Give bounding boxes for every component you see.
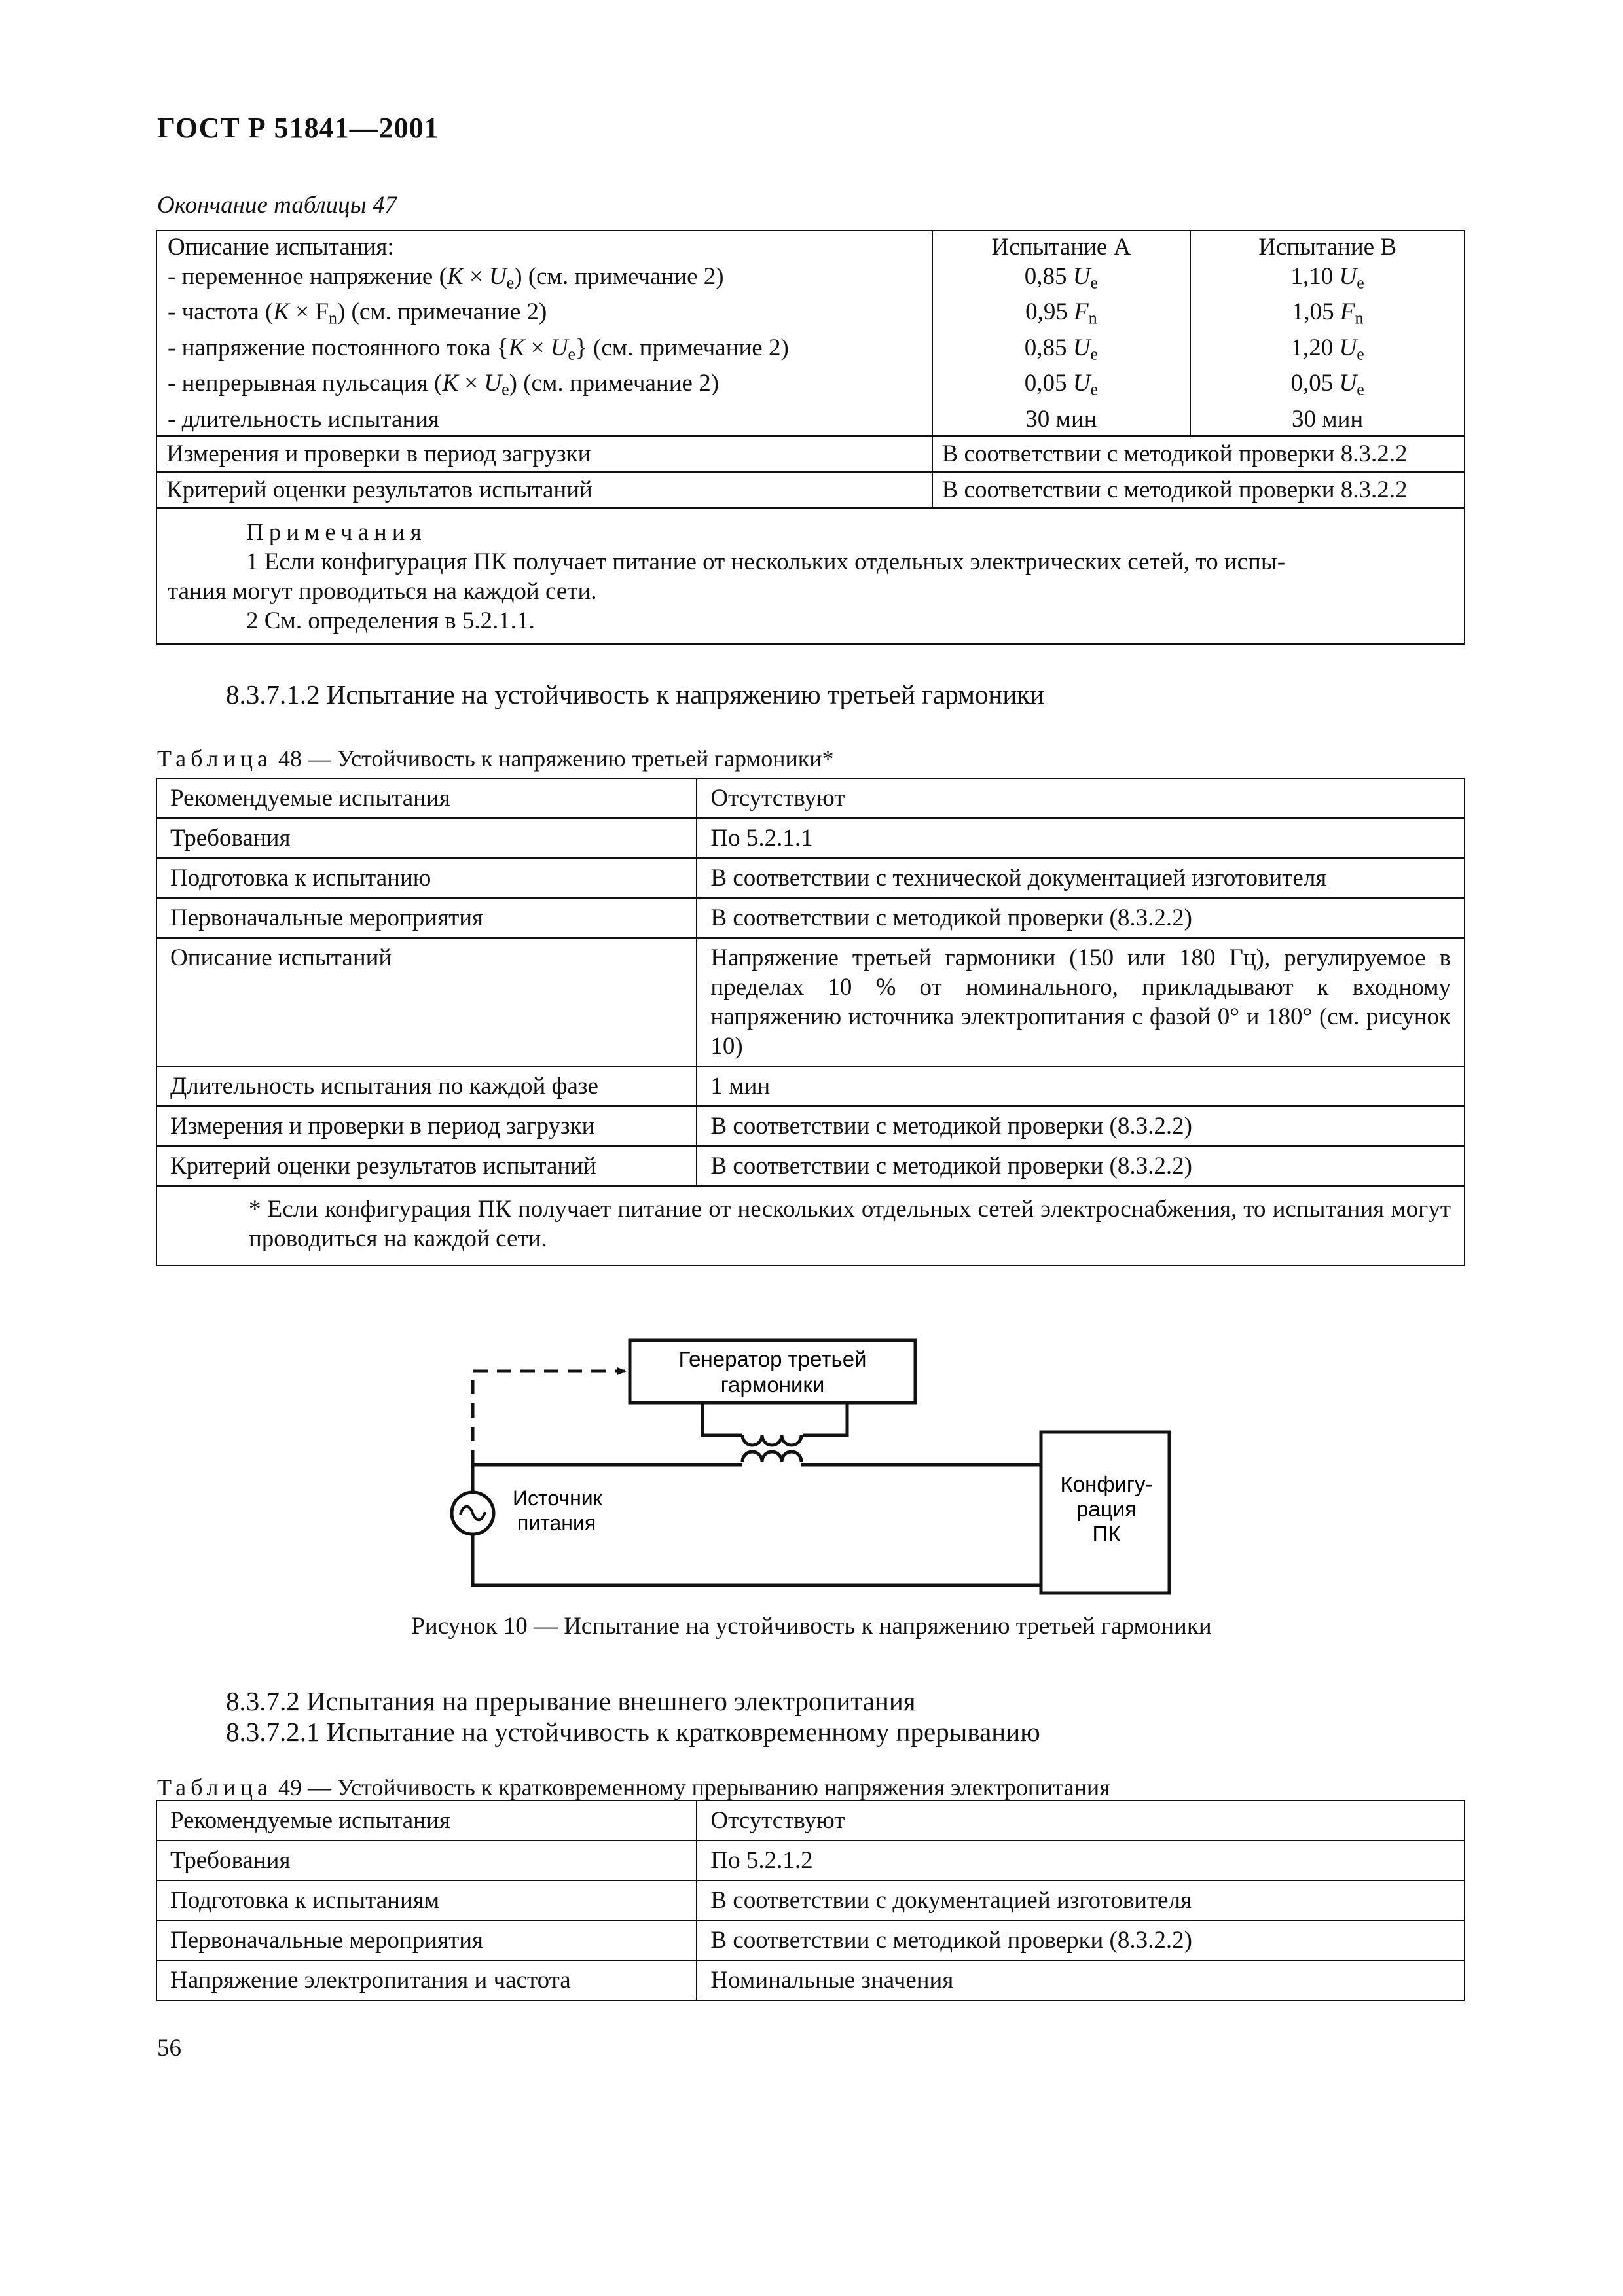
table-row <box>156 1960 1465 2000</box>
section-heading-8-3-7-1-2: 8.3.7.1.2 Испытание на устойчивость к напряжению третьей гармоники <box>226 679 1045 709</box>
source-label-line-2: питания <box>517 1511 596 1535</box>
supply-wire-bottom <box>473 1534 1041 1585</box>
config-label-line-2: рация <box>1076 1497 1137 1521</box>
test-a-value: 0,85 $U_e$ <box>1024 263 1099 293</box>
config-label-line-3: ПК <box>1092 1522 1121 1546</box>
desc-item: - напряжение постоянного тока $\{K \times U_e\}$ (см. примечание 2) <box>168 334 789 364</box>
generator-label-line-2: гармоники <box>720 1372 825 1397</box>
table-cell-label: Требования <box>156 818 697 858</box>
transformer-coil-top <box>742 1435 801 1445</box>
source-label-line-1: Источник <box>513 1486 602 1510</box>
table-row <box>156 1920 1465 1960</box>
table-cell-value: В соответствии с методикой проверки (8.3.2.2) <box>697 898 1465 938</box>
test-a-value: 0,85 $U_e$ <box>1024 334 1099 364</box>
table-cell-value: По 5.2.1.1 <box>697 818 1465 858</box>
test-b-value: 1,10 $U_e$ <box>1290 263 1364 293</box>
table-cell-value: В соответствии с технической документацией изготовителя <box>697 858 1465 898</box>
table-49 <box>156 1800 1465 2001</box>
notes-title: Примечания <box>246 518 427 546</box>
test-b-value: 1,05 $F_n$ <box>1291 298 1364 328</box>
table-cell-value: В соответствии с методикой проверки 8.3.2.2 <box>932 472 1465 508</box>
table-cell-label: Подготовка к испытанию <box>156 858 697 898</box>
section-heading-8-3-7-2: 8.3.7.2 Испытания на прерывание внешнего электропитания <box>226 1686 916 1716</box>
table-cell-value: В соответствии с методикой проверки (8.3.2.2) <box>697 1146 1465 1186</box>
table-cell-value: 1 мин <box>697 1066 1465 1106</box>
table-cell-value: По 5.2.1.2 <box>697 1840 1465 1880</box>
test-a-header: Испытание А <box>991 234 1131 260</box>
table-cell-value: Отсутствуют <box>697 778 1465 818</box>
table-continuation-label: Окончание таблицы 47 <box>157 192 397 219</box>
test-a-value: 30 мин <box>1025 405 1097 433</box>
table-cell-label: Подготовка к испытаниям <box>156 1880 697 1920</box>
desc-item: - непрерывная пульсация $(K \times U_e)$ (см. примечание 2) <box>168 370 720 399</box>
table-row <box>156 1880 1465 1920</box>
test-b-value: 1,20 $U_e$ <box>1290 334 1364 364</box>
table-cell-value: Номинальные значения <box>697 1960 1465 2000</box>
table-cell-label: Измерения и проверки в период загрузки <box>156 1106 697 1146</box>
table-cell-label: Первоначальные мероприятия <box>156 898 697 938</box>
desc-item: - переменное напряжение $(K \times U_e)$ (см. примечание 2) <box>168 263 724 293</box>
table-cell-value: В соответствии с методикой проверки (8.3.2.2) <box>697 1106 1465 1146</box>
section-heading-8-3-7-2-1: 8.3.7.2.1 Испытание на устойчивость к кратковременному прерыванию <box>226 1717 1040 1747</box>
table-49-caption: Таблица 49 — Устойчивость к кратковременному прерыванию напряжения электропитания <box>157 1774 1110 1801</box>
note-1-cont: тания могут проводиться на каждой сети. <box>168 577 597 605</box>
test-a-value: 0,95 $F_n$ <box>1025 298 1097 328</box>
desc-item: - длительность испытания <box>168 405 440 433</box>
table-cell-value: В соответствии с методикой проверки 8.3.2.2 <box>932 436 1465 472</box>
test-b-value: 0,05 $U_e$ <box>1290 370 1364 399</box>
table-cell-label: Измерения и проверки в период загрузки <box>156 436 932 472</box>
table-cell-value: Напряжение третьей гармоники (150 или 180 Гц), регулируемое в пределах 10 % от номинального, прикладывают к входному напряжению источника электропитания с фазой 0° и 180° (см. рисунок 10) <box>697 938 1465 1066</box>
page-number: 56 <box>157 2035 181 2062</box>
table-cell-value: Отсутствуют <box>697 1801 1465 1840</box>
table-row <box>156 1840 1465 1880</box>
desc-item: - частота $(K \times F_n)$ (см. примечание 2) <box>168 298 547 328</box>
generator-label-line-1: Генератор третьей <box>678 1347 867 1371</box>
table-cell-value: В соответствии с документацией изготовителя <box>697 1880 1465 1920</box>
table-cell-label: Напряжение электропитания и частота <box>156 1960 697 2000</box>
table-cell-label: Описание испытаний <box>156 938 697 1066</box>
table-footnote: * Если конфигурация ПК получает питание от нескольких отдельных сетей электроснабжения, то испытания могут проводиться на каждой сети. <box>156 1186 1465 1266</box>
table-cell-label: Рекомендуемые испытания <box>156 1801 697 1840</box>
table-cell-label: Длительность испытания по каждой фазе <box>156 1066 697 1106</box>
figure-10-caption: Рисунок 10 — Испытание на устойчивость к напряжению третьей гармоники <box>411 1613 1212 1640</box>
table-cell-value: В соответствии с методикой проверки (8.3.2.2) <box>697 1920 1465 1960</box>
table-48-caption: Таблица 48 — Устойчивость к напряжению третьей гармоники* <box>157 745 834 772</box>
config-label-line-1: Конфигу- <box>1060 1472 1153 1496</box>
table-cell-label: Требования <box>156 1840 697 1880</box>
test-b-value: 30 мин <box>1291 405 1364 433</box>
table-cell-label: Рекомендуемые испытания <box>156 778 697 818</box>
test-b-header: Испытание В <box>1258 234 1397 260</box>
table-cell-label: Первоначальные мероприятия <box>156 1920 697 1960</box>
table-row <box>156 1801 1465 1840</box>
note-2: 2 См. определения в 5.2.1.1. <box>246 607 535 634</box>
transformer-primary <box>702 1403 847 1435</box>
note-1: 1 Если конфигурация ПК получает питание от нескольких отдельных электрических сетей, то испы- <box>246 548 1286 575</box>
dashed-control-line <box>473 1371 625 1465</box>
test-a-value: 0,05 $U_e$ <box>1024 370 1099 399</box>
document-header: ГОСТ Р 51841—2001 <box>157 112 439 144</box>
transformer-coil-bottom <box>742 1452 801 1462</box>
table-cell-label: Критерий оценки результатов испытаний <box>156 1146 697 1186</box>
test-description-title: Описание испытания: <box>168 234 394 260</box>
table-cell-label: Критерий оценки результатов испытаний <box>156 472 932 508</box>
